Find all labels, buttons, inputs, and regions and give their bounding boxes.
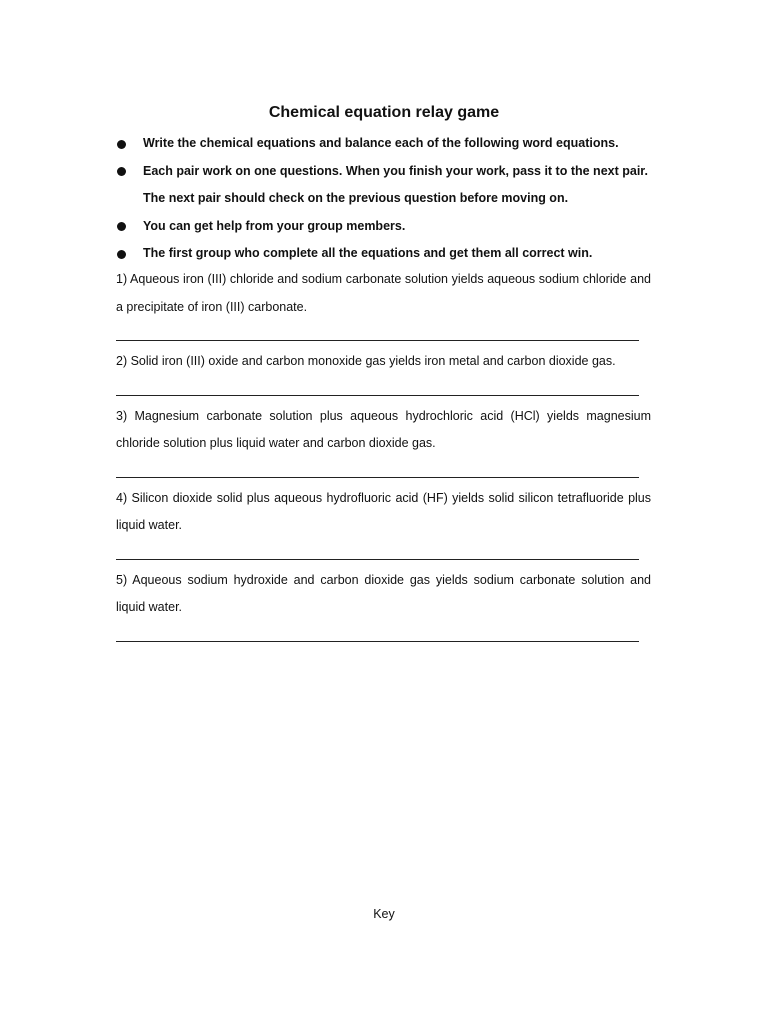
rule-item bbox=[116, 213, 656, 241]
question-1: 1) Aqueous iron (III) chloride and sodium carbonate solution yields aqueous sodium chloride and a precipitate of iron (III) carbonate. bbox=[116, 272, 651, 314]
bullet-icon bbox=[117, 250, 126, 259]
rule-item bbox=[116, 240, 656, 268]
footer-key-label: Key bbox=[373, 907, 395, 921]
answer-line-3[interactable] bbox=[116, 477, 639, 478]
question-3: 3) Magnesium carbonate solution plus aqueous hydrochloric acid (HCl) yields magnesium chloride solution plus liquid water and carbon dioxide gas. bbox=[116, 408, 651, 450]
bullet-icon bbox=[117, 140, 126, 149]
answer-line-1[interactable] bbox=[116, 340, 639, 341]
question-4: 4) Silicon dioxide solid plus aqueous hydrofluoric acid (HF) yields solid silicon tetrafluoride plus liquid water. bbox=[116, 490, 651, 532]
page-title: Chemical equation relay game bbox=[268, 104, 500, 121]
rule-text: Each pair work on one questions. When you finish your work, pass it to the next pair. The next pair should check on the previous question before moving on. bbox=[143, 163, 648, 205]
answer-line-2[interactable] bbox=[116, 395, 639, 396]
question-5: 5) Aqueous sodium hydroxide and carbon dioxide gas yields sodium carbonate solution and liquid water. bbox=[116, 572, 651, 614]
bullet-icon bbox=[117, 167, 126, 176]
answer-line-4[interactable] bbox=[116, 559, 639, 560]
rule-text: The first group who complete all the equations and get them all correct win. bbox=[143, 246, 593, 260]
rule-text: Write the chemical equations and balance each of the following word equations. bbox=[143, 136, 619, 150]
question-2: 2) Solid iron (III) oxide and carbon monoxide gas yields iron metal and carbon dioxide gas. bbox=[116, 354, 616, 368]
rule-text: You can get help from your group members. bbox=[143, 218, 406, 233]
rule-item bbox=[116, 158, 656, 213]
rule-item bbox=[116, 130, 656, 158]
answer-line-5[interactable] bbox=[116, 641, 639, 642]
rules-list bbox=[116, 130, 656, 268]
bullet-icon bbox=[117, 222, 126, 231]
questions-section bbox=[116, 266, 651, 649]
